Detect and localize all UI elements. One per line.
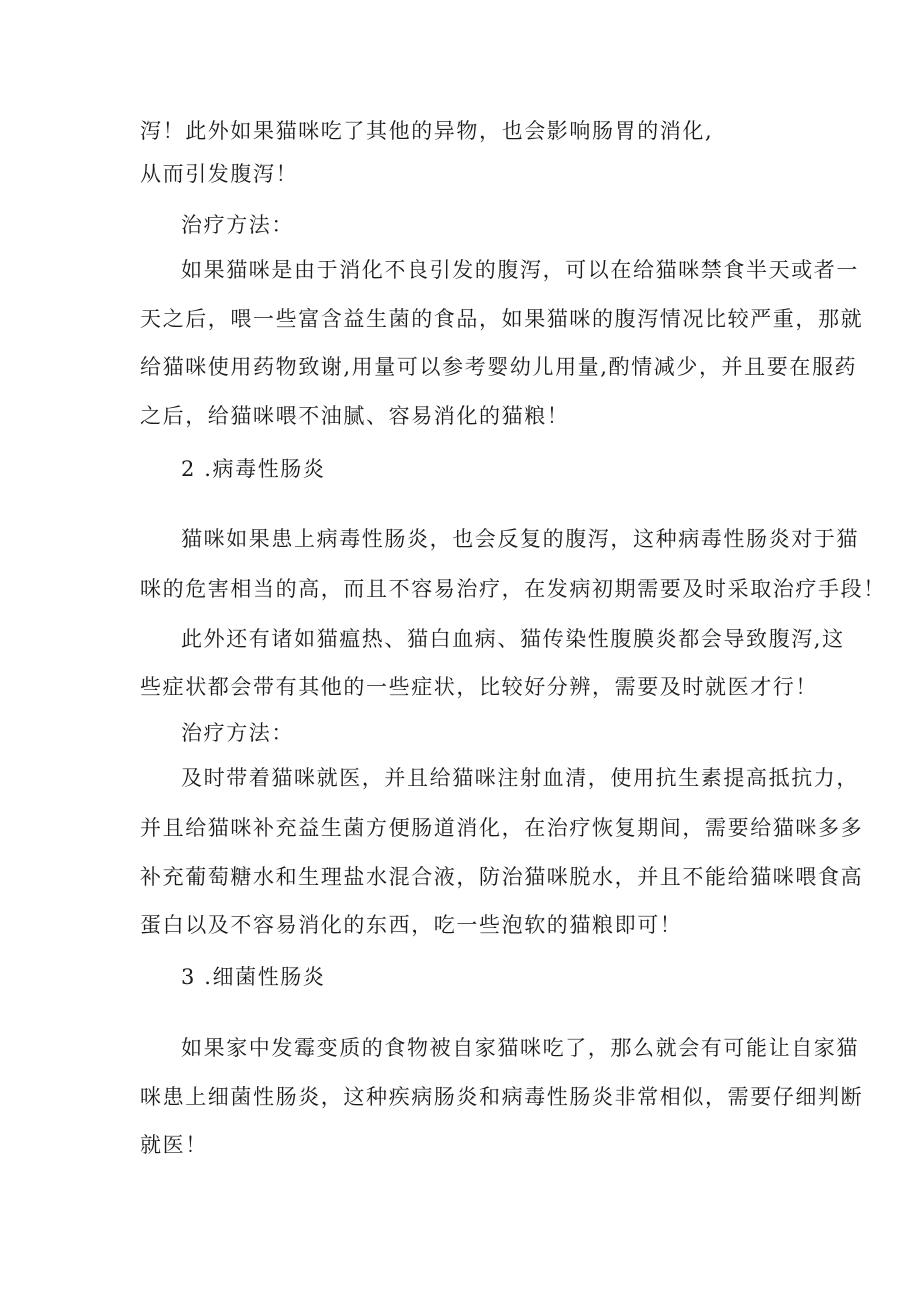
text-line: 天之后，喂一些富含益生菌的食品，如果猫咪的腹泻情况比较严重，那就 [140, 307, 864, 331]
text-line: 就医！ [140, 1133, 208, 1157]
text-line: 从而引发腹泻！ [140, 162, 299, 186]
text-line: 蛋白以及不容易消化的东西，吃一些泡软的猫粮即可！ [140, 913, 683, 937]
section-label: 治疗方法： [181, 213, 294, 237]
section-heading: 3 .细菌性肠炎 [181, 965, 326, 989]
text-line: 补充葡萄糖水和生理盐水混合液，防治猫咪脱水，并且不能给猫咪喂食高 [140, 865, 864, 889]
text-line: 及时带着猫咪就医，并且给猫咪注射血清，使用抗生素提高抵抗力， [181, 766, 859, 790]
text-line: 并且给猫咪补充益生菌方便肠道消化，在治疗恢复期间，需要给猫咪多多 [140, 816, 864, 840]
text-line: 给猫咪使用药物致谢,用量可以参考婴幼儿用量,酌情减少，并且要在服药 [140, 355, 858, 379]
text-line: 咪的危害相当的高，而且不容易治疗，在发病初期需要及时采取治疗手段！ [140, 577, 886, 601]
section-heading: 2 .病毒性肠炎 [181, 457, 326, 481]
text-line: 些症状都会带有其他的一些症状，比较好分辨，需要及时就医才行！ [140, 675, 818, 699]
text-line: 之后，给猫咪喂不油腻、容易消化的猫粮！ [140, 404, 570, 428]
text-line: 泻！此外如果猫咪吃了其他的异物，也会影响肠胃的消化, [140, 119, 714, 143]
text-line: 如果家中发霉变质的食物被自家猫咪吃了，那么就会有可能让自家猫 [181, 1036, 859, 1060]
text-line: 咪患上细菌性肠炎，这种疾病肠炎和病毒性肠炎非常相似，需要仔细判断 [140, 1085, 864, 1109]
text-line: 如果猫咪是由于消化不良引发的腹泻，可以在给猫咪禁食半天或者一 [181, 258, 859, 282]
text-line: 猫咪如果患上病毒性肠炎，也会反复的腹泻，这种病毒性肠炎对于猫 [181, 527, 859, 551]
text-line: 此外还有诸如猫瘟热、猫白血病、猫传染性腹膜炎都会导致腹泻,这 [181, 627, 845, 651]
section-label: 治疗方法： [181, 721, 294, 745]
